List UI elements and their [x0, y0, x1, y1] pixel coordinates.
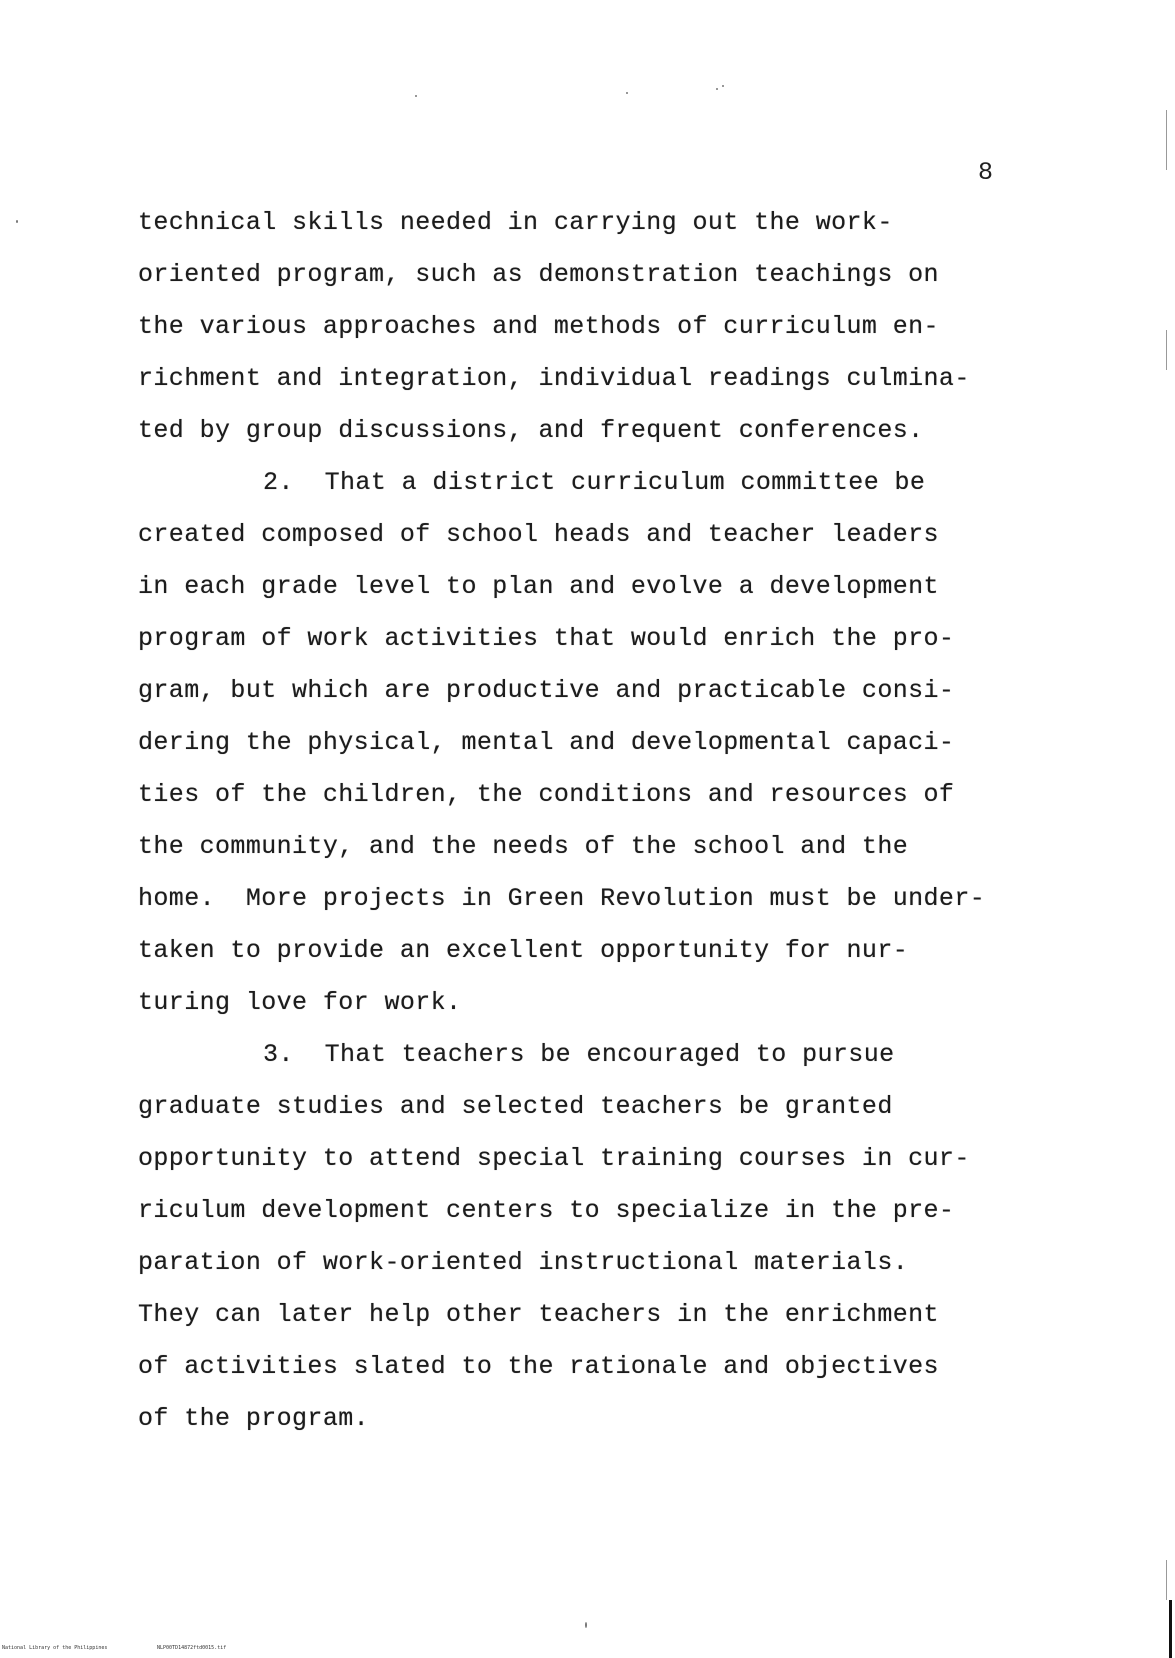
text-line: 2. That a district curriculum committee be — [263, 468, 926, 497]
text-line: in each grade level to plan and evolve a development — [138, 572, 939, 601]
text-line: program of work activities that would enrich the pro- — [138, 624, 955, 653]
footer-file-name: NLP00TD14872ftd0015.tif — [157, 1645, 227, 1651]
scan-speck — [585, 1622, 587, 1628]
text-line: graduate studies and selected teachers be granted — [138, 1092, 893, 1121]
scan-edge-mark — [1166, 330, 1167, 370]
text-line: gram, but which are productive and practicable consi- — [138, 676, 955, 705]
scan-edge-mark — [1166, 110, 1167, 170]
text-line: 3. That teachers be encouraged to pursue — [263, 1040, 895, 1069]
scan-speck — [716, 88, 718, 90]
scan-edge-mark — [1166, 1560, 1167, 1600]
text-line: the community, and the needs of the school and the — [138, 832, 909, 861]
scan-speck — [415, 95, 417, 97]
text-line: They can later help other teachers in the enrichment — [138, 1300, 939, 1329]
text-line: of activities slated to the rationale and objectives — [138, 1352, 939, 1381]
scan-speck — [722, 85, 724, 87]
text-line: oriented program, such as demonstration teachings on — [138, 260, 939, 289]
text-line: ted by group discussions, and frequent conferences. — [138, 416, 924, 445]
text-line: riculum development centers to specialize in the pre- — [138, 1196, 955, 1225]
scan-speck — [16, 220, 18, 223]
text-line: richment and integration, individual readings culmina- — [138, 364, 970, 393]
footer-library-credit: National Library of the Philippines — [2, 1645, 108, 1651]
scan-speck — [626, 92, 628, 94]
page-number: 8 — [978, 158, 994, 187]
text-line: ties of the children, the conditions and resources of — [138, 780, 955, 809]
text-line: technical skills needed in carrying out the work- — [138, 208, 893, 237]
text-line: dering the physical, mental and developmental capaci- — [138, 728, 955, 757]
text-line: the various approaches and methods of curriculum en- — [138, 312, 939, 341]
text-line: of the program. — [138, 1404, 370, 1433]
text-line: created composed of school heads and teacher leaders — [138, 520, 939, 549]
text-line: turing love for work. — [138, 988, 462, 1017]
text-line: paration of work-oriented instructional materials. — [138, 1248, 909, 1277]
text-line: home. More projects in Green Revolution must be under- — [138, 884, 986, 913]
text-line: opportunity to attend special training courses in cur- — [138, 1144, 970, 1173]
scan-edge-bar — [1169, 1600, 1172, 1658]
text-line: taken to provide an excellent opportunity for nur- — [138, 936, 909, 965]
